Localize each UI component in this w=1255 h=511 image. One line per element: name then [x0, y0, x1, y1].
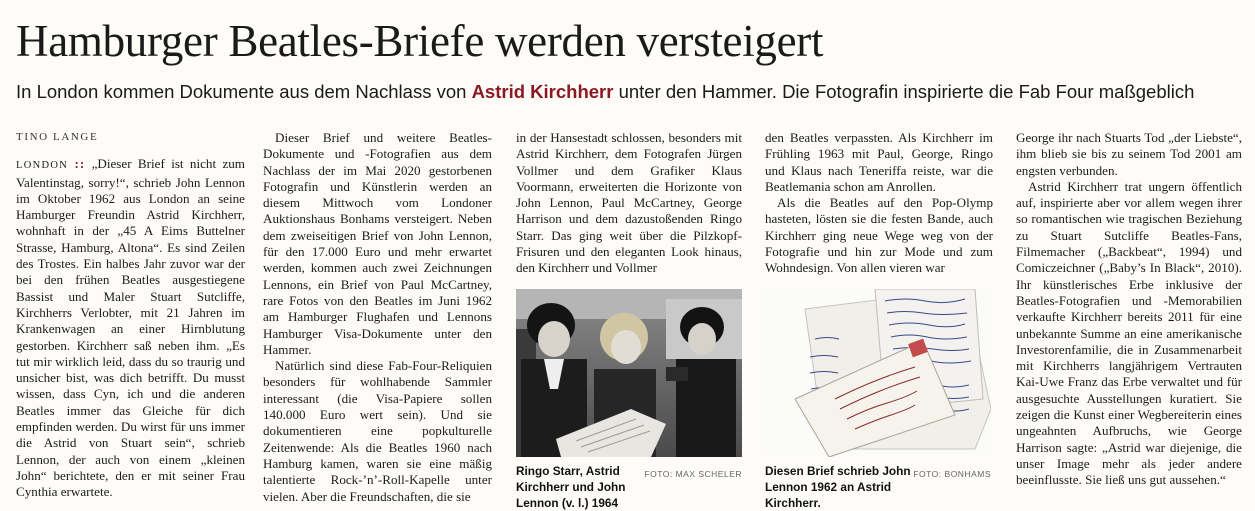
beatles-train-photo: [516, 289, 742, 457]
article-paragraph: in der Hansestadt schlossen, besonders mit Astrid Kirchherr, dem Fotografen Jürgen Vollmer und dem Grafiker Klaus Voormann, erweiterten die Horizonte von John Lennon, Paul McCartney, George Harrison und dem dazustoßenden Ringo Starr. Das ging weit über die Pilzkopf-Frisuren und den eleganten Look hinaus, den Kirchherr und Vollmer: [516, 130, 742, 276]
headline: Hamburger Beatles-Briefe werden versteigert: [16, 16, 824, 66]
article-column-2: [263, 130, 492, 505]
article-column-4: [765, 130, 993, 277]
caption-text: Ringo Starr, Astrid Kirchherr und John Lennon (v. l.) 1964: [516, 464, 626, 510]
caption-text: Diesen Brief schrieb John Lennon 1962 an Astrid Kirchherr.: [765, 464, 911, 510]
subhead-text-end: unter den Hammer. Die Fotografin inspirierte die Fab Four maßgeblich: [613, 81, 1195, 102]
article-paragraph: George ihr nach Stuarts Tod „der Liebste“, ihm blieb sie bis zu seinem Tod 2001 am engsten verbunden.: [1016, 130, 1242, 178]
lennon-letter-image: [765, 289, 991, 457]
beatles-train-photo-image: [516, 289, 742, 457]
article-paragraph: [16, 156, 245, 500]
article-column-1: [16, 130, 245, 501]
article-paragraph: Astrid Kirchherr trat ungern öffentlich auf, inspirierte aber vor allem wegen ihrer so romantischen wie tragischen Beziehung zu Stuart Sutcliffe Beatles-Fans, Filmemacher („Backbeat“, 1994) und Comiczeichner („Baby’s In Black“, 2010). Ihr künstlerisches Erbe inklusive der Beatles-Fotografien und -Memorabilien verkaufte Kirchherr bereits 2011 für eine unbekannte Summe an eine amerikanische Investorenfamilie, die in Zusammenarbeit mit Kirchherrs langjährigem Vertrauten Kai-Uwe Franz das Erbe verwaltet und für ausgesuchte Ausstellungen kuratiert. Sie zeigen die Kunst einer Wegbereiterin eines ungeahnten Aufbruchs, wie George Harrison sagte: „Astrid war diejenige, die unser Image mehr als jeder andere beeinflusste. Sie ließ uns gut aussehen.“: [1016, 178, 1242, 488]
dateline: LONDON: [16, 160, 69, 172]
article-column-5: [1016, 130, 1242, 489]
article-paragraph: Dieser Brief und weitere Beatles-Dokumente und -Fotografien aus dem Nachlass der im Mai 2020 gestorbenen Fotografin und Künstlerin werden an diesem Mittwoch vom Londoner Auktionshaus Bonhams versteigert. Neben dem zweiseitigen Brief von John Lennon, für den 17.000 Euro und mehr erwartet werden, kommen auch zwei Zeichnungen Lennons, ein Brief von Paul McCartney, rare Fotos von den Beatles im Juni 1962 am Hamburger Flughafen und Lennons Hamburger Visa-Dokumente unter den Hammer.: [263, 130, 492, 357]
paragraph-text: „Dieser Brief ist nicht zum Valentinstag, sorry!“, schrieb John Lennon im Oktober 1962 aus London an seine Hamburger Freundin Astrid Kirchherr, wohnhaft in der „45 A Eims Buttelner Strasse, Hamburg, Altona“. Es sind Zeilen des Trostes. Ein halbes Jahr zuvor war der bei den frühen Beatles ausgestiegene Bassist und Maler Stuart Sutcliffe, Kirchherrs Verlobter, mit 21 Jahren im Krankenwagen an einer Hirnblutung gestorben. Kirchherr saß neben ihm. „Es tut mir wirklich leid, dass du so traurig und unsicher bist, was dich betrifft. Du musst wissen, dass Cyn, ich und die anderen Beatles immer das Gleiche für dich empfinden werden. Du wirst für uns immer die Astrid von Stuart sein“, schrieb Lennon, der auch von einem „kleinen John“ berichtete, den er mit seiner Frau Cynthia erwartete.: [16, 156, 245, 500]
photo-caption-1: [516, 463, 742, 511]
photo-credit-1: FOTO: MAX SCHELER: [644, 469, 742, 479]
subhead-highlight-name: Astrid Kirchherr: [471, 81, 614, 102]
photo-credit-2: FOTO: BONHAMS: [913, 469, 991, 479]
dateline-separator: ::: [74, 156, 86, 172]
lennon-letter-photo: [765, 289, 991, 457]
photo-caption-2: [765, 463, 991, 511]
article-paragraph: den Beatles verpassten. Als Kirchherr im Frühling 1963 mit Paul, George, Ringo und Klaus nach Teneriffa reiste, war die Beatlemania schon am Anrollen.: [765, 130, 993, 194]
article-paragraph: Als die Beatles auf den Pop-Olymp hasteten, lösten sie die festen Bande, auch Kirchherr ging neue Wege weg von der Fotografie und hin zur Mode und zum Wohndesign. Von allen vieren war: [765, 195, 993, 276]
article-column-3: [516, 130, 742, 277]
subheadline: [16, 80, 1194, 104]
article-paragraph: Natürlich sind diese Fab-Four-Reliquien besonders für wohlhabende Sammler interessant (die Visa-Papiere sollen 140.000 Euro wert sein). Und sie dokumentieren eine popkulturelle Zeitenwende: Als die Beatles 1960 nach Hamburg kamen, waren sie eine mäßig talentierte Rock-’n’-Roll-Kapelle unter vielen. Aber die Freundschaften, die sie: [263, 358, 492, 504]
author-byline: TINO LANGE: [16, 131, 99, 143]
subhead-text-start: In London kommen Dokumente aus dem Nachlass von: [16, 81, 472, 102]
